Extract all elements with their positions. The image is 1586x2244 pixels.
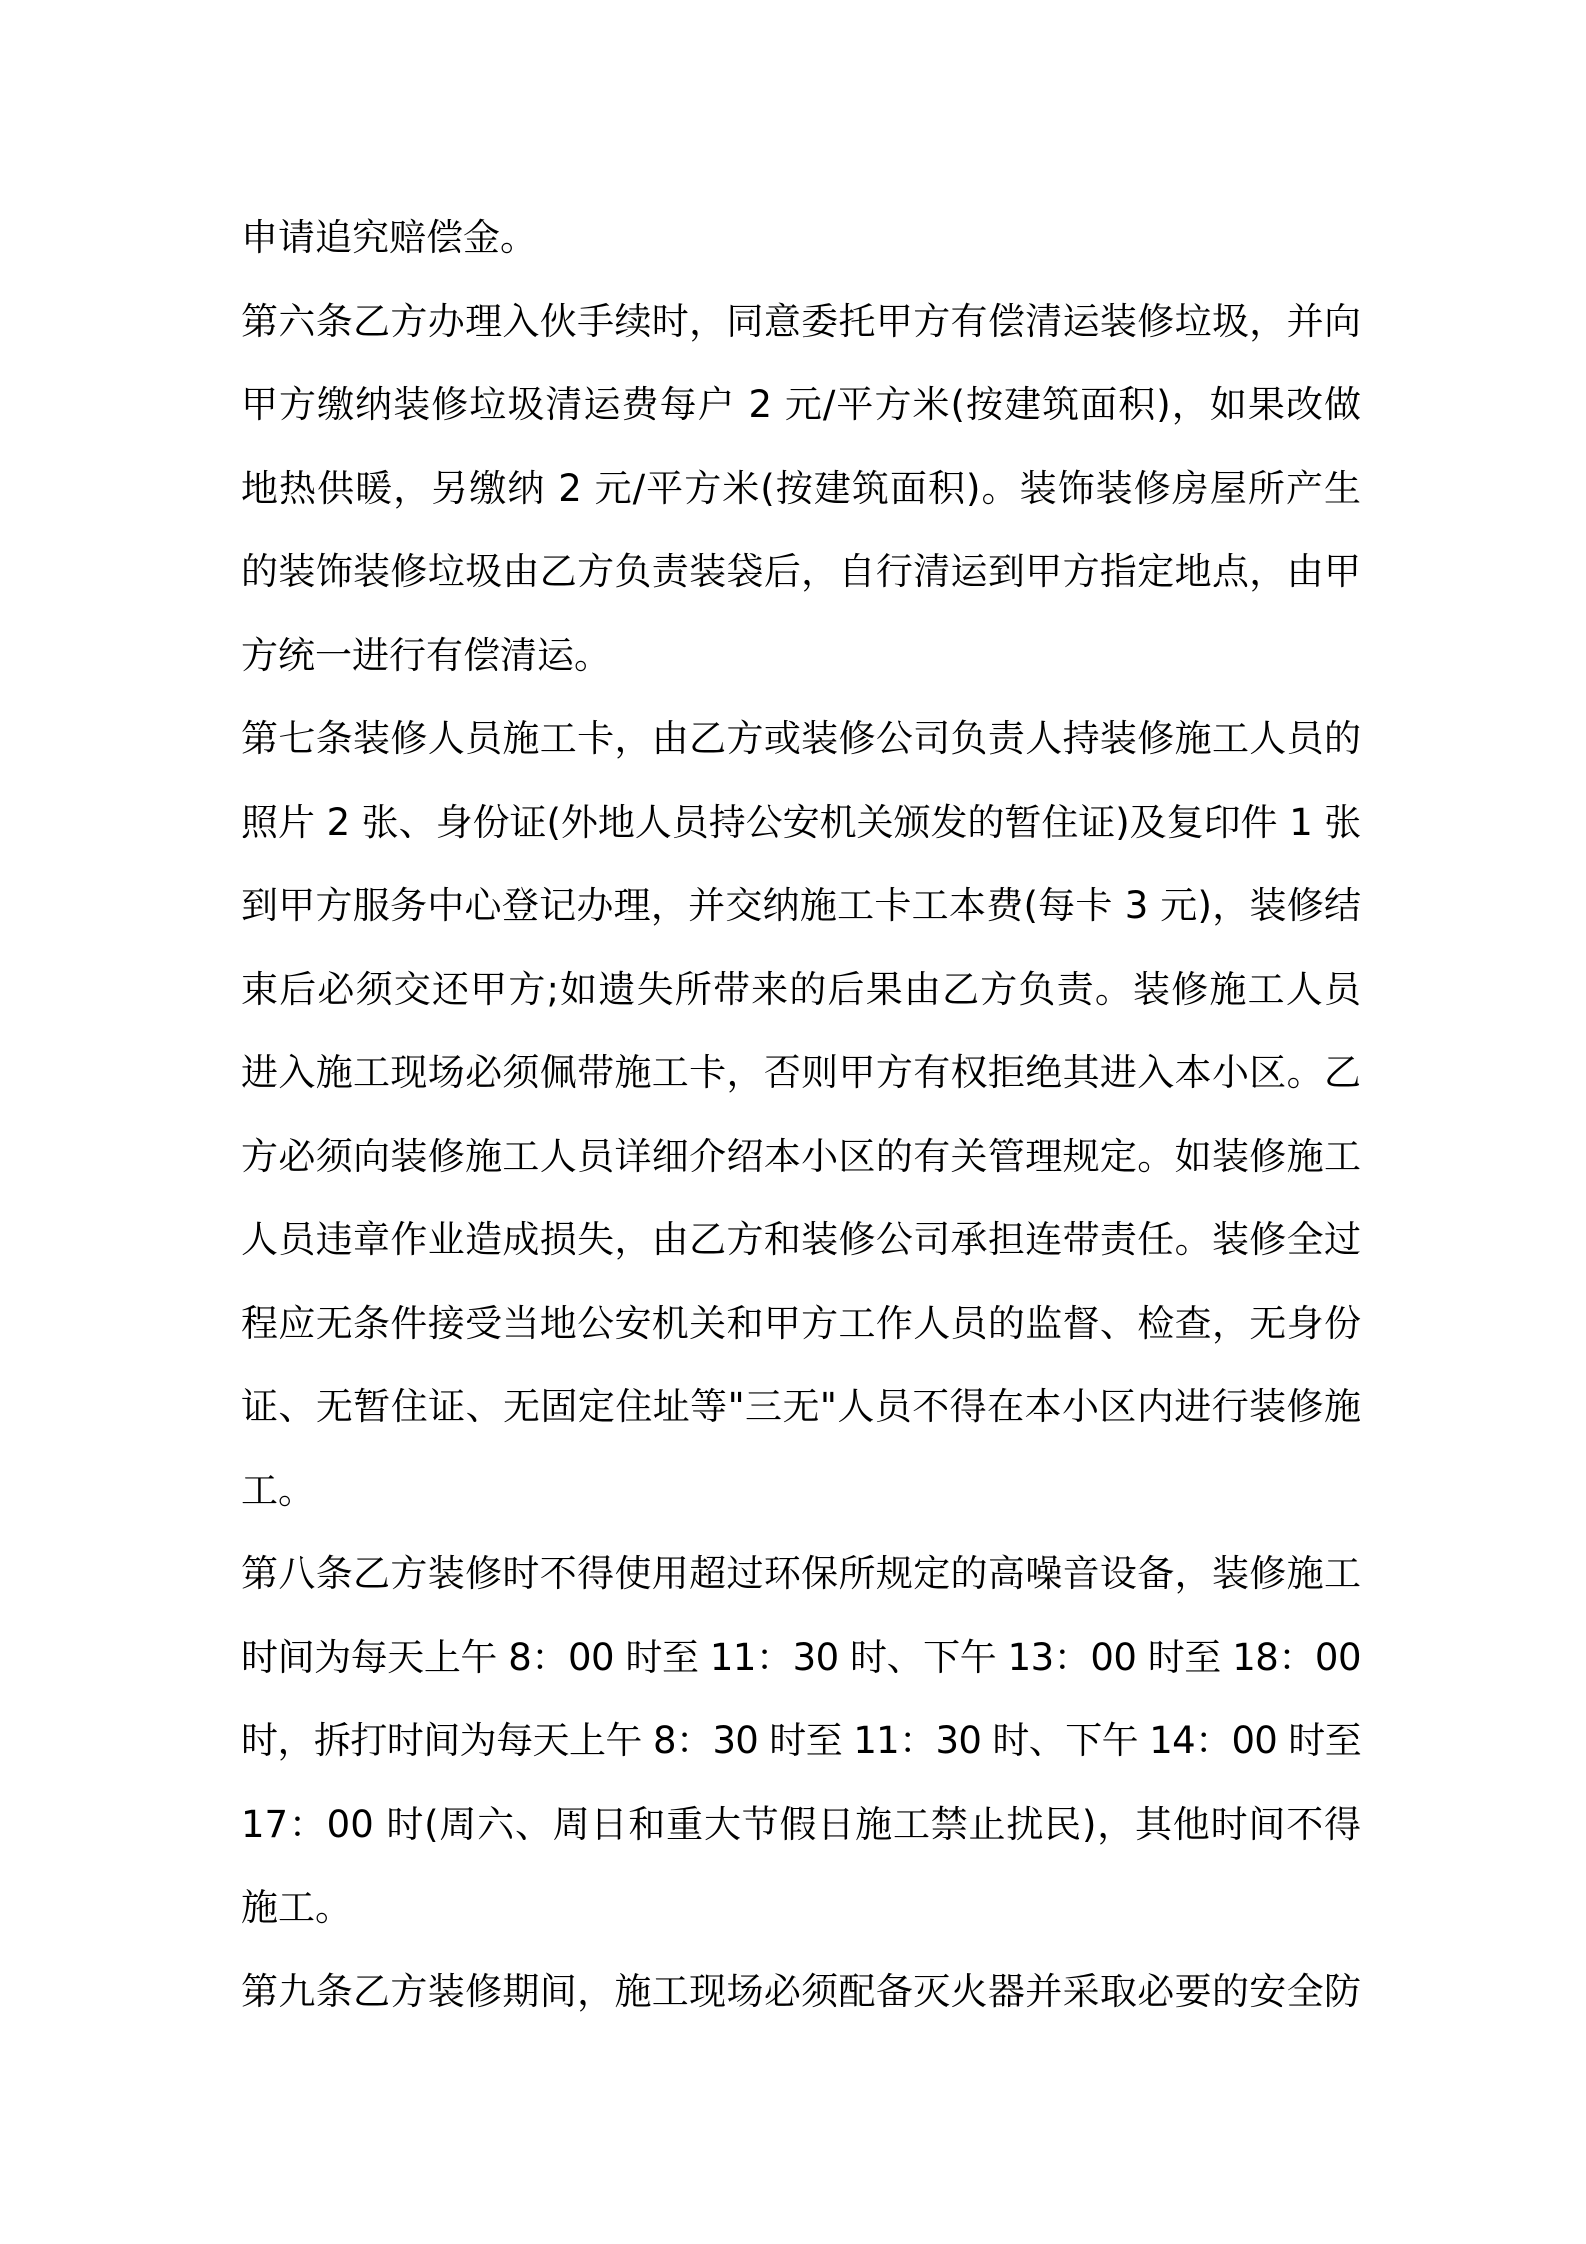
text-line: 时间为每天上午 8：00 时至 11：30 时、下午 13：00 时至 18：00 xyxy=(241,1635,1361,1679)
text-line: 第九条乙方装修期间，施工现场必须配备灭火器并采取必要的安全防 xyxy=(241,1969,1361,2013)
text-line: 照片 2 张、身份证(外地人员持公安机关颁发的暂住证)及复印件 1 张 xyxy=(241,800,1361,844)
document-body xyxy=(241,196,1361,2033)
text-line: 到甲方服务中心登记办理，并交纳施工卡工本费(每卡 3 元)，装修结 xyxy=(241,884,1361,927)
text-line: 时，拆打时间为每天上午 8：30 时至 11：30 时、下午 14：00 时至 xyxy=(241,1719,1361,1762)
text-line: 程应无条件接受当地公安机关和甲方工作人员的监督、检查，无身份 xyxy=(241,1301,1361,1345)
text-line: 第六条乙方办理入伙手续时，同意委托甲方有偿清运装修垃圾，并向 xyxy=(241,299,1361,343)
text-line: 甲方缴纳装修垃圾清运费每户 2 元/平方米(按建筑面积)，如果改做 xyxy=(241,383,1361,426)
text-line: 的装饰装修垃圾由乙方负责装袋后，自行清运到甲方指定地点，由甲 xyxy=(241,550,1361,593)
text-line: 人员违章作业造成损失，由乙方和装修公司承担连带责任。装修全过 xyxy=(241,1218,1361,1261)
text-line: 方统一进行有偿清运。 xyxy=(241,633,611,677)
text-line: 施工。 xyxy=(241,1886,352,1929)
text-line: 工。 xyxy=(241,1468,315,1512)
text-line: 方必须向装修施工人员详细介绍本小区的有关管理规定。如装修施工 xyxy=(241,1134,1361,1178)
text-line: 证、无暂住证、无固定住址等"三无"人员不得在本小区内进行装修施 xyxy=(241,1385,1361,1428)
text-line: 申请追究赔偿金。 xyxy=(241,216,537,259)
text-line: 第七条装修人员施工卡，由乙方或装修公司负责人持装修施工人员的 xyxy=(241,717,1361,760)
text-line: 进入施工现场必须佩带施工卡，否则甲方有权拒绝其进入本小区。乙 xyxy=(241,1051,1361,1094)
text-line: 17：00 时(周六、周日和重大节假日施工禁止扰民)，其他时间不得 xyxy=(241,1802,1361,1846)
text-line: 束后必须交还甲方;如遗失所带来的后果由乙方负责。装修施工人员 xyxy=(241,967,1361,1011)
text-line: 第八条乙方装修时不得使用超过环保所规定的高噪音设备，装修施工 xyxy=(241,1552,1361,1595)
text-line: 地热供暖，另缴纳 2 元/平方米(按建筑面积)。装饰装修房屋所产生 xyxy=(241,466,1361,510)
